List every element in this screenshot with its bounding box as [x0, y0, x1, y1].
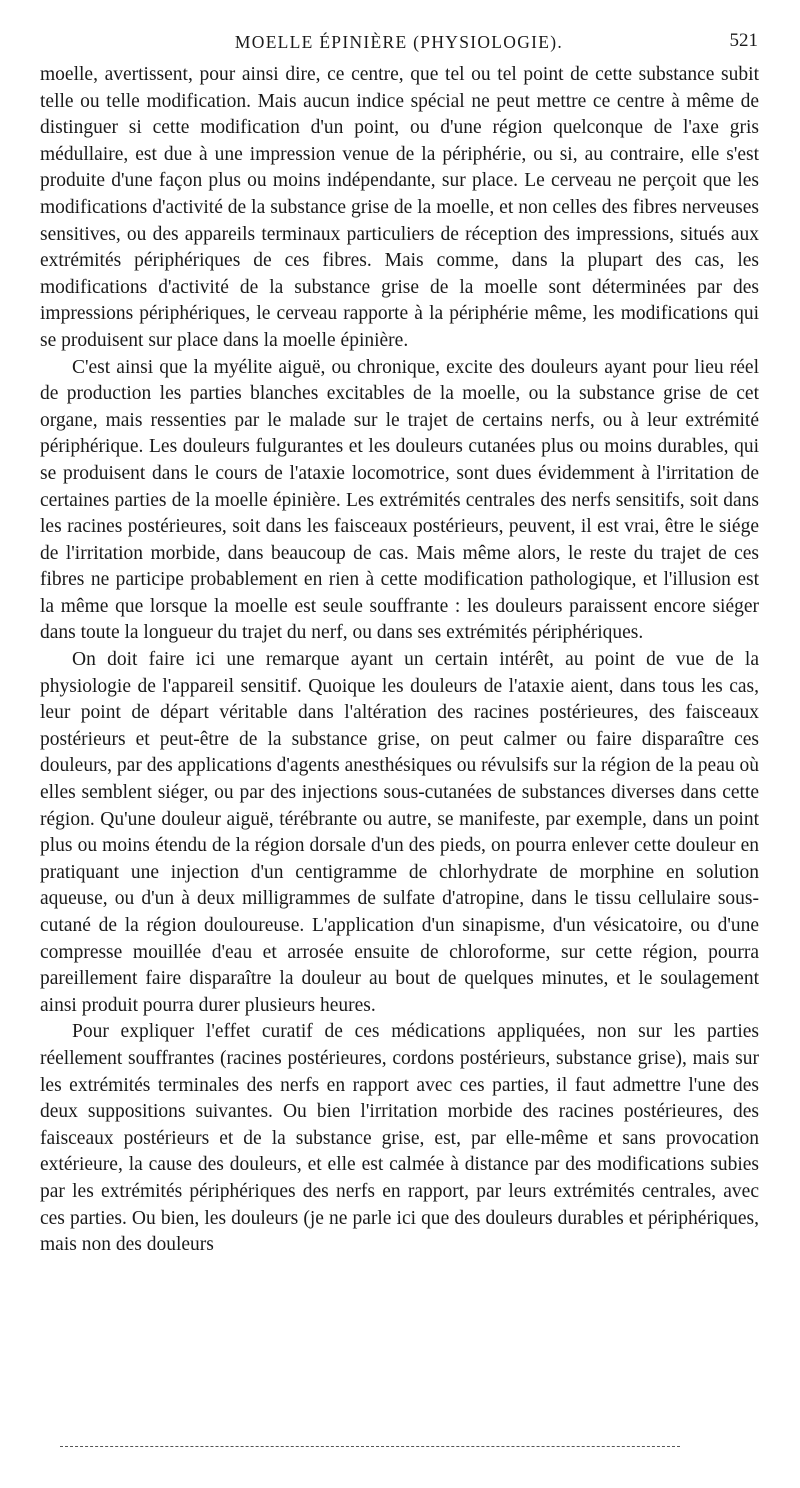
body-text: [40, 62, 759, 1259]
page-number: 521: [729, 30, 758, 51]
paragraph-1: moelle, avertissent, pour ainsi dire, ce centre, que tel ou tel point de cette substance subit telle ou telle modification. Mais aucun indice spécial ne peut mettre ce centre à même de distinguer si cette modification d'un point, ou d'une région quelconque de l'axe gris médullaire, est due à une impression venue de la périphérie, ou si, au contraire, elle s'est produite d'une façon plus ou moins indépendante, sur place. Le cerveau ne perçoit que les modifications d'activité de la substance grise de la moelle, et non celles des fibres nerveuses sensitives, ou des appareils terminaux particuliers de réception des impressions, situés aux extrémités périphériques de ces fibres. Mais comme, dans la plupart des cas, les modifications d'activité de la substance grise de la moelle sont déterminées par des impressions périphériques, le cerveau rapporte à la périphérie même, les modifications qui se produisent sur place dans la moelle épinière.: [40, 64, 759, 351]
running-title: MOELLE ÉPINIÈRE (PHYSIOLOGIE).: [234, 32, 564, 52]
footer-rule: [60, 1446, 680, 1447]
paragraph-4: Pour expliquer l'effet curatif de ces médications appliquées, non sur les parties réellement souffrantes (racines postérieures, cordons postérieurs, substance grise), mais sur les extrémités terminales des nerfs en rapport avec ces parties, il faut admettre l'une des deux suppositions suivantes. Ou bien l'irritation morbide des racines postérieures, des faisceaux postérieurs et de la substance grise, est, par elle-même et sans provocation extérieure, la cause des douleurs, et elle est calmée à distance par des modifications subies par les extrémités périphériques des nerfs en rapport, par leurs extrémités centrales, avec ces parties. Ou bien, les douleurs (je ne parle ici que des douleurs durables et périphériques, mais non des douleurs: [40, 1021, 759, 1256]
paragraph-3: On doit faire ici une remarque ayant un certain intérêt, au point de vue de la physiologie de l'appareil sensitif. Quoique les douleurs de l'ataxie aient, dans tous les cas, leur point de départ véritable dans l'altération des racines postérieures, des faisceaux postérieurs et peut-être de la substance grise, on peut calmer ou faire disparaître ces douleurs, par des applications d'agents anesthésiques ou révulsifs sur la région de la peau où elles semblent siéger, ou par des injections sous-cutanées de substances diverses dans cette région. Qu'une douleur aiguë, térébrante ou autre, se manifeste, par exemple, dans un point plus ou moins étendu de la région dorsale d'un des pieds, on pourra enlever cette douleur en pratiquant une injection d'un centigramme de chlorhydrate de morphine en solution aqueuse, ou d'un à deux milligrammes de sulfate d'atropine, dans le tissu cellulaire sous-cutané de la région douloureuse. L'application d'un sinapisme, d'un vésicatoire, ou d'une compresse mouillée d'eau et arrosée ensuite de chloroforme, sur cette région, pourra pareillement faire disparaître la douleur au bout de quelques minutes, et le soulagement ainsi produit pourra durer plusieurs heures.: [40, 649, 759, 1016]
paragraph-2: C'est ainsi que la myélite aiguë, ou chronique, excite des douleurs ayant pour lieu réel de production les parties blanches excitables de la moelle, ou la substance grise de cet organe, mais ressenties par le malade sur le trajet de certains nerfs, ou à leur extrémité périphérique. Les douleurs fulgurantes et les douleurs cutanées plus ou moins durables, qui se produisent dans le cours de l'ataxie locomotrice, sont dues évidemment à l'irritation de certaines parties de la moelle épinière. Les extrémités centrales des nerfs sensitifs, soit dans les racines postérieures, soit dans les faisceaux postérieurs, peuvent, il est vrai, être le siége de l'irritation morbide, dans beaucoup de cas. Mais même alors, le reste du trajet de ces fibres ne participe probablement en rien à cette modification pathologique, et l'illusion est la même que lorsque la moelle est seule souffrante : les douleurs paraissent encore siéger dans toute la longueur du trajet du nerf, ou dans ses extrémités périphériques.: [40, 356, 759, 644]
page-header: [40, 30, 758, 58]
